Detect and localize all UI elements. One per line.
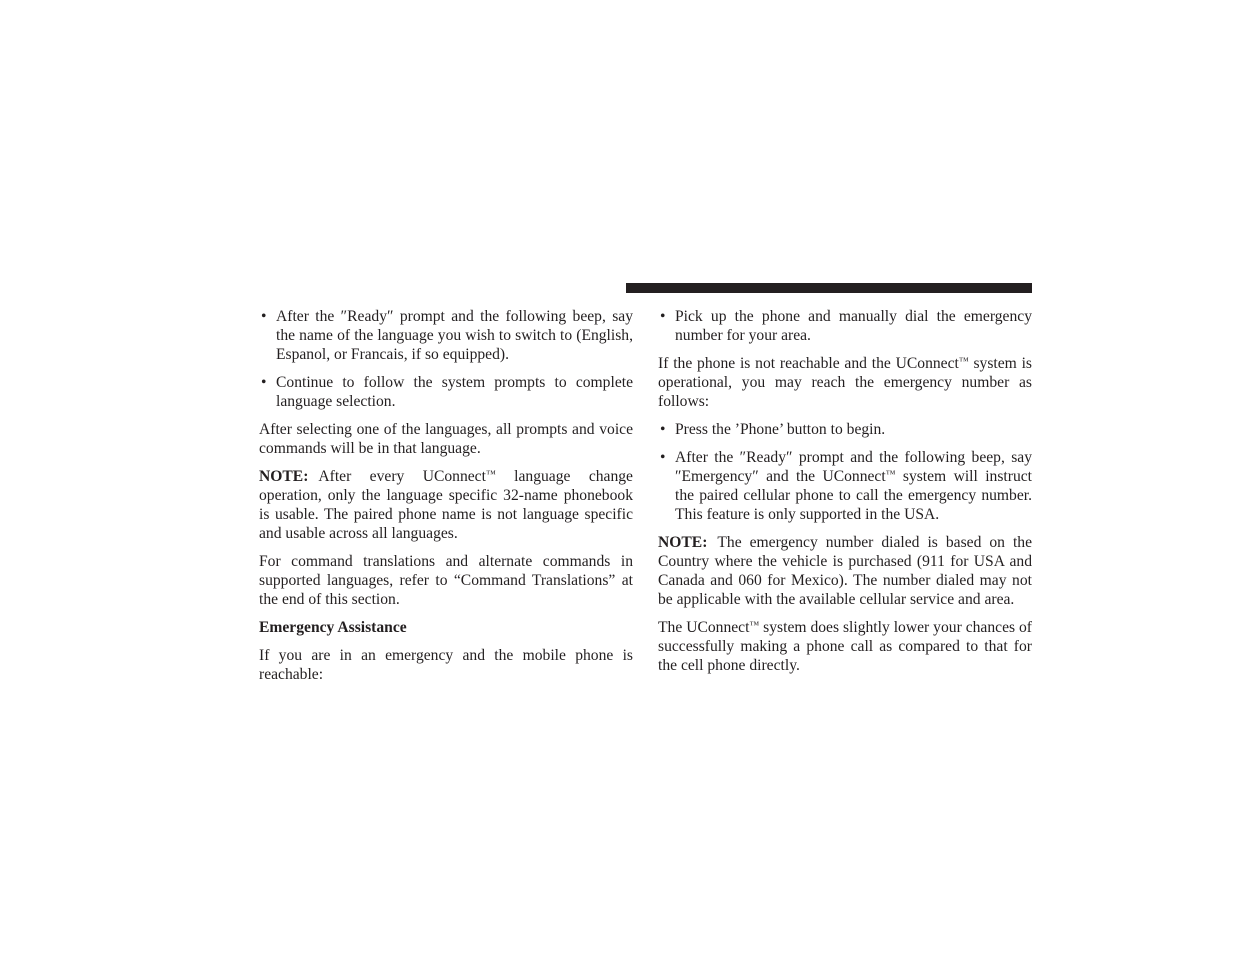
bullet-text: Continue to follow the system prompts to complete language selection. <box>276 374 633 410</box>
paragraph-not-reachable <box>658 354 1032 411</box>
note-text-start: After every UConnect <box>318 468 486 485</box>
paragraph-emergency-reachable: If you are in an emergency and the mobile phone is reachable: <box>259 647 633 683</box>
bullet-item-manual-dial <box>658 307 1032 345</box>
paragraph-lower-chances <box>658 618 1032 675</box>
section-heading-emergency-assistance: Emergency Assistance <box>259 619 407 636</box>
bullet-item-follow-prompts <box>259 373 633 411</box>
bullet-item-say-emergency <box>658 448 1032 524</box>
bullet-marker: • <box>261 374 267 391</box>
right-column <box>658 307 1032 684</box>
bullet-marker: • <box>660 308 666 325</box>
bullet-item-press-phone <box>658 420 1032 439</box>
bullet-text-start: After the ″Ready″ prompt and the following beep, say ″Emergency″ and the UConnect <box>675 449 1032 485</box>
note-label: NOTE: <box>658 534 708 551</box>
paragraph-text-end: system is operational, you may reach the emergency number as follows: <box>658 355 1032 410</box>
bullet-text: Press the ’Phone’ button to begin. <box>675 421 886 438</box>
paragraph-text-end: system does slightly lower your chances of successfully making a phone call as compared to that for the cell phone directly. <box>658 619 1032 674</box>
bullet-text: Pick up the phone and manually dial the emergency number for your area. <box>675 308 1032 344</box>
bullet-marker: • <box>660 449 666 466</box>
note-emergency-number <box>658 533 1032 609</box>
trademark-symbol: ™ <box>749 620 760 631</box>
paragraph-command-translations: For command translations and alternate commands in supported languages, refer to “Command Translations” at the end of this section. <box>259 553 633 608</box>
note-text: The emergency number dialed is based on the Country where the vehicle is purchased (911 for USA and Canada and 060 for Mexico). The number dialed may not be applicable with the available cellular service and area. <box>658 534 1032 608</box>
note-label: NOTE: <box>259 468 309 485</box>
paragraph-after-selecting: After selecting one of the languages, all prompts and voice commands will be in that language. <box>259 421 633 457</box>
bullet-text-end: system will instruct the paired cellular phone to call the emergency number. This feature is only supported in the USA. <box>675 468 1032 523</box>
left-column <box>259 307 633 693</box>
trademark-symbol: ™ <box>885 469 896 480</box>
bullet-marker: • <box>660 421 666 438</box>
bullet-marker: • <box>261 308 267 325</box>
paragraph-text-start: If the phone is not reachable and the UConnect <box>658 355 959 372</box>
note-language-change <box>259 467 633 543</box>
trademark-symbol: ™ <box>958 356 969 367</box>
bullet-text: After the ″Ready″ prompt and the following beep, say the name of the language you wish to switch to (English, Espanol, or Francais, if so equipped). <box>276 308 633 363</box>
bullet-item-say-language <box>259 307 633 364</box>
paragraph-text-start: The UConnect <box>658 619 750 636</box>
section-header-bar <box>626 283 1032 293</box>
trademark-symbol: ™ <box>485 469 496 480</box>
note-text-end: language change operation, only the language specific 32-name phonebook is usable. The paired phone name is not language specific and usable across all languages. <box>259 468 633 542</box>
